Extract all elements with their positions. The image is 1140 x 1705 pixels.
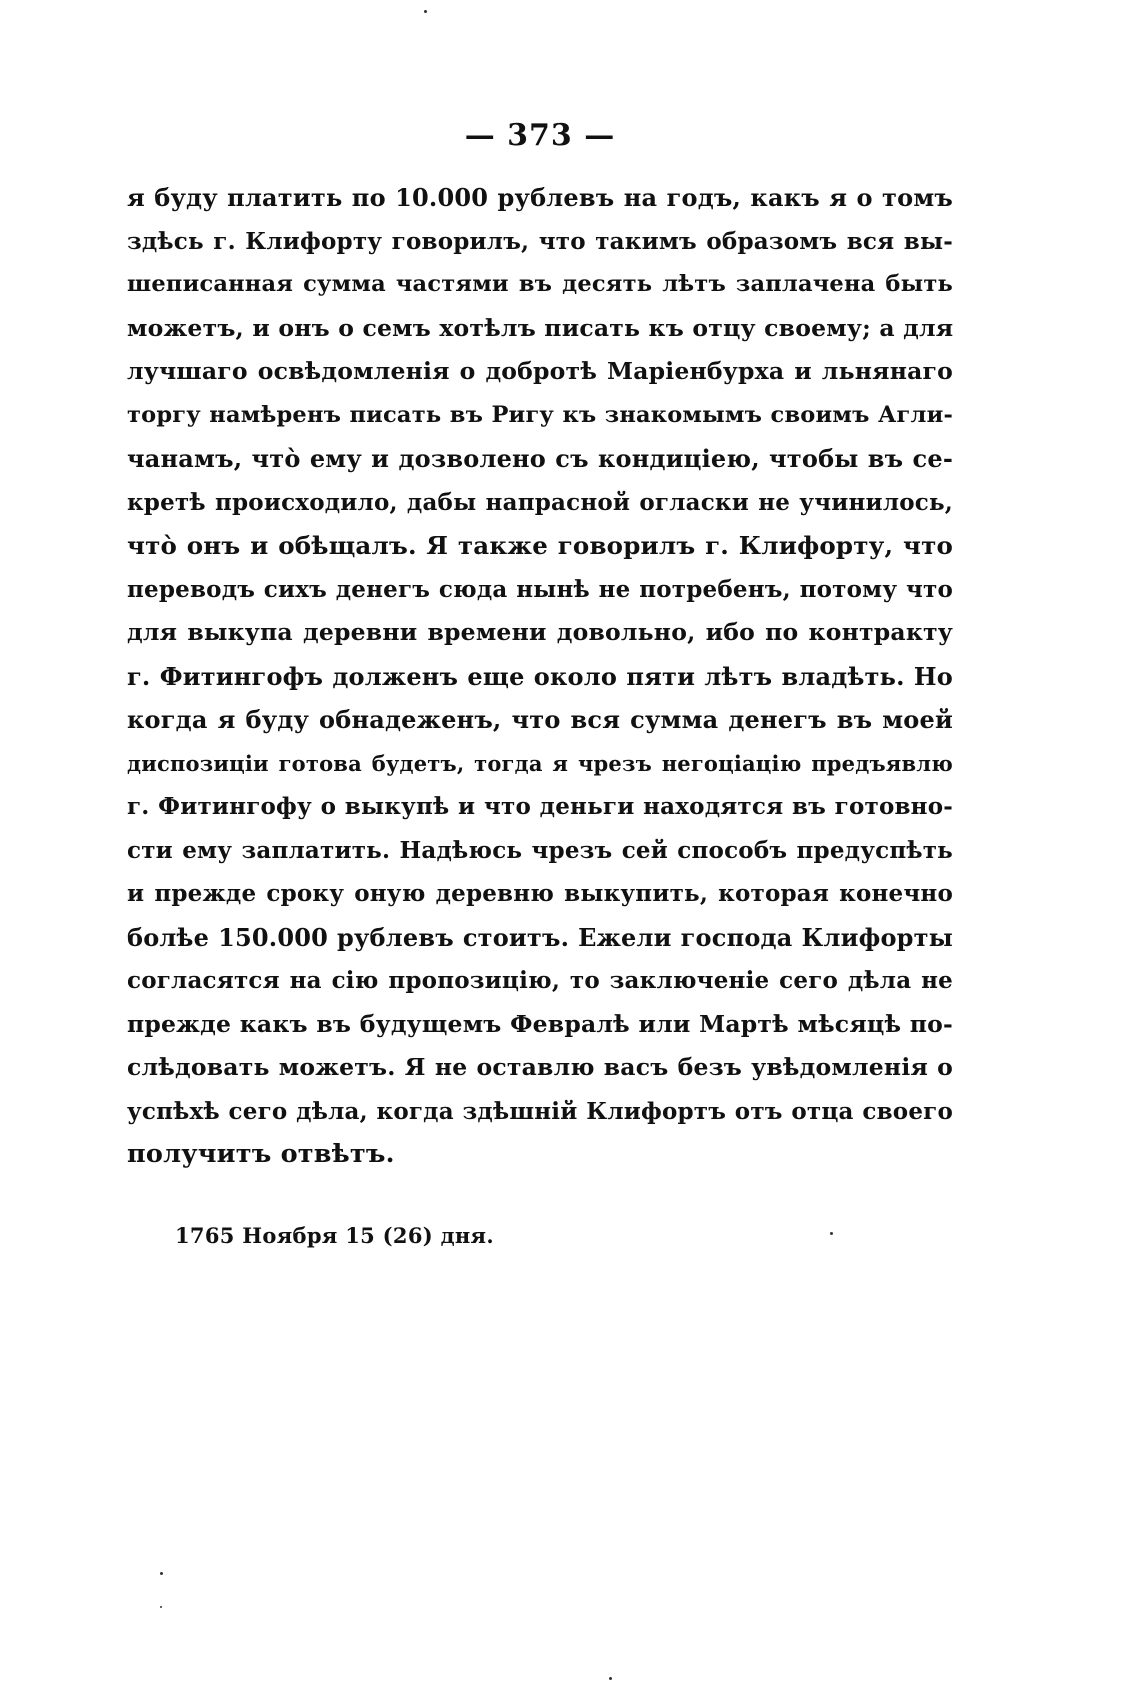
text-line: г. Фитингофу о выкупѣ и что деньги находятся въ готовно-: [127, 793, 953, 820]
text-line: шеписанная сумма частями въ десять лѣтъ заплачена быть: [127, 271, 953, 297]
text-line: согласятся на сію пропозицію, то заключеніе сего дѣла не: [127, 967, 953, 994]
page-number: — 373 —: [464, 118, 616, 153]
text-line: что̀ онъ и обѣщалъ. Я также говорилъ г. Клифорту, что: [127, 531, 953, 560]
text-line: лучшаго освѣдомленія о добротѣ Маріенбурха и льнянаго: [127, 357, 953, 385]
text-line: болѣе 150.000 рублевъ стоитъ. Ежели господа Клифорты: [127, 922, 953, 952]
text-line: прежде какъ въ будущемъ Февралѣ или Мартѣ мѣсяцѣ по-: [127, 1009, 953, 1038]
text-line: для выкупа деревни времени довольно, ибо по контракту: [127, 618, 953, 646]
scan-speck: [609, 1677, 612, 1680]
text-line: сти ему заплатить. Надѣюсь чрезъ сей способъ предуспѣть: [127, 836, 953, 864]
text-line: переводъ сихъ денегъ сюда нынѣ не потребенъ, потому что: [127, 575, 953, 603]
text-line: когда я буду обнадеженъ, что вся сумма денегъ въ моей: [127, 705, 953, 734]
dateline: 1765 Ноября 15 (26) дня.: [175, 1223, 494, 1248]
text-line: успѣхѣ сего дѣла, когда здѣшній Клифортъ отъ отца своего: [127, 1097, 953, 1125]
body-text: [127, 176, 953, 1177]
text-line: торгу намѣренъ писать въ Ригу къ знакомымъ своимъ Агли-: [127, 401, 953, 428]
text-line: здѣсь г. Клифорту говорилъ, что такимъ образомъ вся вы-: [127, 227, 953, 255]
text-line: диспозиціи готова будетъ, тогда я чрезъ негоціацію предъявлю: [127, 750, 953, 776]
text-line: и прежде сроку оную деревню выкупить, которая конечно: [127, 880, 953, 907]
text-line: кретѣ происходило, дабы напрасной огласки не учинилось,: [127, 488, 953, 516]
text-line: можетъ, и онъ о семъ хотѣлъ писать къ отцу своему; а для: [127, 313, 954, 342]
scan-speck: [160, 1572, 163, 1575]
scan-speck: [424, 10, 427, 13]
text-line: слѣдовать можетъ. Я не оставлю васъ безъ увѣдомленія о: [127, 1053, 953, 1081]
scan-speck: [830, 1232, 833, 1235]
scan-speck: [160, 1606, 162, 1608]
text-line: получитъ отвѣтъ.: [127, 1139, 395, 1169]
text-line: г. Фитингофъ долженъ еще около пяти лѣтъ владѣть. Но: [127, 661, 953, 691]
text-line: я буду платить по 10.000 рублевъ на годъ, какъ я о томъ: [127, 183, 953, 212]
text-line: чанамъ, что̀ ему и дозволено съ кондиціею, чтобы въ се-: [127, 444, 953, 473]
